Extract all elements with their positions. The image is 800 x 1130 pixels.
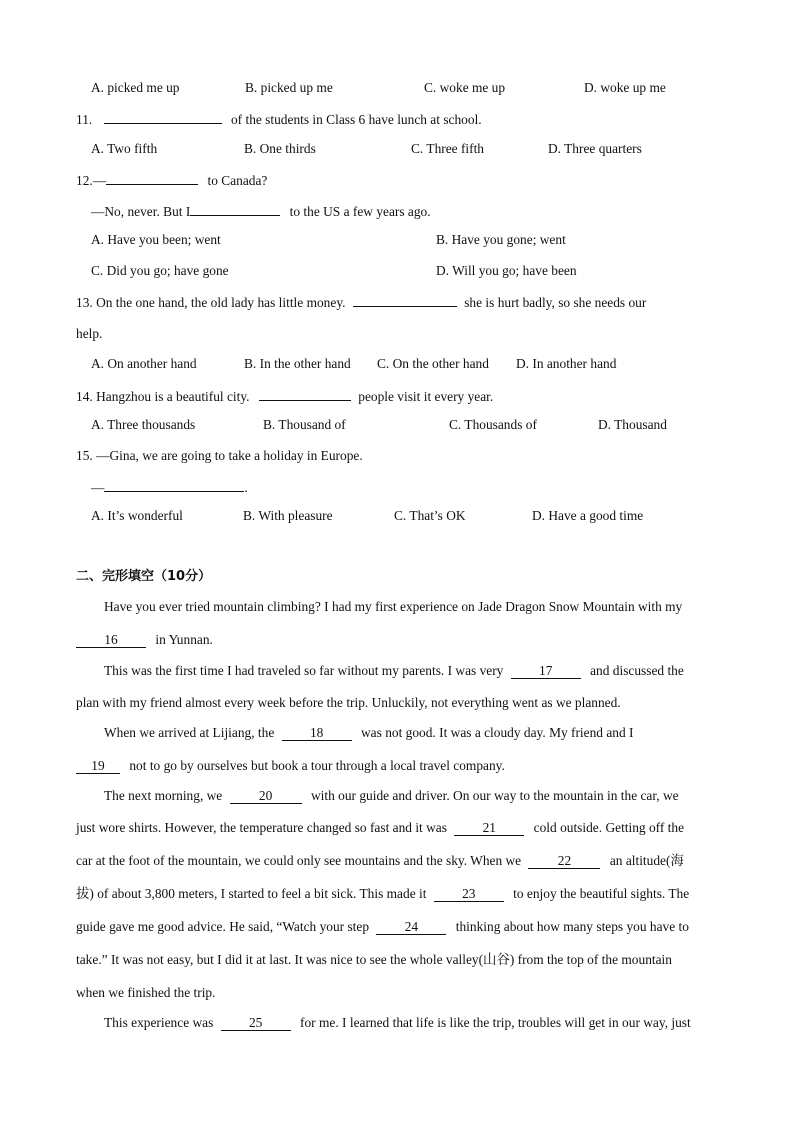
answer-blank (104, 111, 222, 124)
passage-text: with our guide and driver. On our way to the mountain in the car, we (310, 788, 679, 803)
answer-blank (106, 172, 198, 185)
option-c: C. Did you go; have gone (91, 263, 229, 278)
passage-text: and discussed the (590, 663, 684, 678)
question-13-line-1 (76, 294, 646, 309)
option-a: A. Two fifth (91, 141, 158, 156)
passage-text: 拔) of about 3,800 meters, I started to feel a bit sick. This made it (76, 886, 427, 901)
question-number: 11. (76, 112, 93, 127)
passage-text: The next morning, we (104, 788, 223, 803)
option-a: A. picked me up (91, 80, 180, 95)
passage-text: guide gave me good advice. He said, “Watch your step (76, 919, 370, 934)
option-d: D. Will you go; have been (436, 263, 577, 278)
passage-text: When we arrived at Lijiang, the (104, 725, 275, 740)
option-d: D. woke up me (584, 80, 666, 95)
question-14 (76, 388, 493, 403)
question-text: . (244, 480, 248, 495)
option-b: B. With pleasure (243, 508, 333, 523)
question-text: to Canada? (207, 173, 268, 188)
question-text: — (91, 480, 105, 495)
answer-blank (104, 479, 244, 492)
passage-text: cold outside. Getting off the (533, 820, 685, 835)
option-a: A. It’s wonderful (91, 508, 183, 523)
question-15-line-1: 15. —Gina, we are going to take a holiday in Europe. (76, 448, 363, 463)
question-12-line-1 (76, 172, 267, 187)
answer-blank (190, 203, 280, 216)
passage-line: when we finished the trip. (76, 985, 216, 1000)
question-text: she is hurt badly, so she needs our (464, 295, 647, 310)
answer-blank (353, 294, 457, 307)
passage-line (76, 887, 689, 902)
passage-line (76, 821, 684, 836)
option-d: D. Three quarters (548, 141, 642, 156)
passage-text: an altitude(海 (609, 853, 684, 868)
numbered-blank: 21 (454, 821, 524, 836)
option-b: B. In the other hand (244, 356, 351, 371)
passage-line (76, 920, 689, 935)
option-c: C. Three fifth (411, 141, 485, 156)
section-title: 二、完形填空（10分） (76, 569, 212, 584)
option-a: A. On another hand (91, 356, 197, 371)
option-c: C. woke me up (424, 80, 506, 95)
passage-text: was not good. It was a cloudy day. My friend and I (361, 725, 634, 740)
question-text: 14. Hangzhou is a beautiful city. (76, 389, 250, 404)
passage-text: for me. I learned that life is like the trip, troubles will get in our way, just (300, 1015, 691, 1030)
passage-line: plan with my friend almost every week before the trip. Unluckily, not everything went as we planned. (76, 695, 621, 710)
passage-text: thinking about how many steps you have to (455, 919, 689, 934)
option-c: C. On the other hand (377, 356, 489, 371)
passage-line (76, 854, 684, 869)
question-13-line-2: help. (76, 326, 103, 341)
option-d: D. Have a good time (532, 508, 644, 523)
option-c: C. Thousands of (449, 417, 537, 432)
passage-line (104, 789, 679, 804)
option-d: D. In another hand (516, 356, 617, 371)
passage-line (104, 664, 684, 679)
passage-text: This was the first time I had traveled so far without my parents. I was very (104, 663, 504, 678)
question-text: of the students in Class 6 have lunch at school. (230, 112, 482, 127)
option-b: B. Thousand of (263, 417, 346, 432)
passage-text: This experience was (104, 1015, 214, 1030)
numbered-blank: 25 (221, 1016, 291, 1031)
option-a: A. Have you been; went (91, 232, 221, 247)
passage-line (104, 726, 633, 741)
question-text: —No, never. But I (91, 204, 191, 219)
question-11 (76, 111, 482, 126)
numbered-blank: 18 (282, 726, 352, 741)
passage-line (76, 633, 213, 648)
question-12-line-2 (91, 203, 431, 218)
passage-text: just wore shirts. However, the temperature changed so fast and it was (76, 820, 447, 835)
numbered-blank: 24 (376, 920, 446, 935)
passage-line (76, 759, 505, 774)
numbered-blank: 22 (528, 854, 600, 869)
question-15-line-2 (91, 479, 248, 494)
question-text: 13. On the one hand, the old lady has little money. (76, 295, 346, 310)
option-b: B. Have you gone; went (436, 232, 566, 247)
passage-line: Have you ever tried mountain climbing? I had my first experience on Jade Dragon Snow Mountain with my (104, 599, 683, 614)
answer-blank (259, 388, 351, 401)
numbered-blank: 20 (230, 789, 302, 804)
option-a: A. Three thousands (91, 417, 196, 432)
passage-text: to enjoy the beautiful sights. The (513, 886, 690, 901)
question-text: to the US a few years ago. (289, 204, 431, 219)
option-b: B. One thirds (244, 141, 316, 156)
numbered-blank: 23 (434, 887, 504, 902)
passage-text: not to go by ourselves but book a tour through a local travel company. (129, 758, 505, 773)
option-b: B. picked up me (245, 80, 333, 95)
question-text: people visit it every year. (358, 389, 494, 404)
passage-line (104, 1016, 691, 1031)
passage-text: in Yunnan. (155, 632, 213, 647)
numbered-blank: 19 (76, 759, 120, 774)
passage-line: take.” It was not easy, but I did it at last. It was nice to see the whole valley(山谷) from the top of the mountain (76, 952, 672, 967)
question-text: 12.— (76, 173, 107, 188)
passage-text: car at the foot of the mountain, we could only see mountains and the sky. When we (76, 853, 522, 868)
option-d: D. Thousand (598, 417, 667, 432)
numbered-blank: 16 (76, 633, 146, 648)
option-c: C. That’s OK (394, 508, 466, 523)
numbered-blank: 17 (511, 664, 581, 679)
